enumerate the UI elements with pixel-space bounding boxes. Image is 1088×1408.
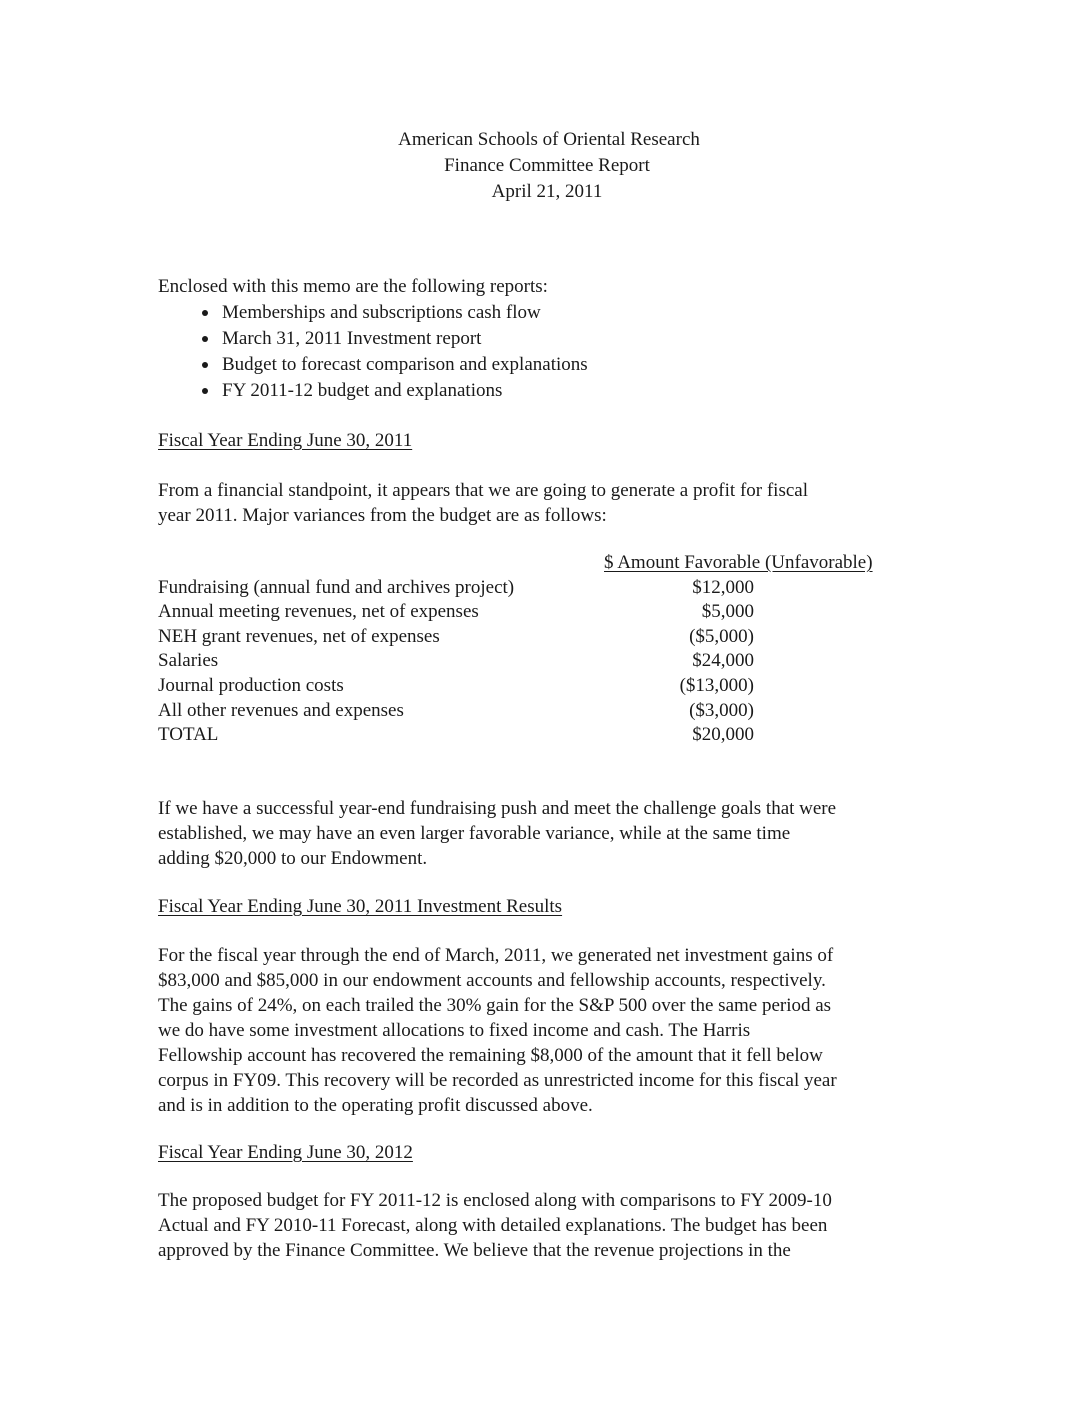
- bullet-icon: [202, 362, 208, 368]
- section-paragraph-fy2012: [158, 1188, 938, 1263]
- bullet-icon: [202, 388, 208, 394]
- bullet-icon: [202, 310, 208, 316]
- section-heading-fy2011: Fiscal Year Ending June 30, 2011: [158, 430, 413, 451]
- section-paragraph-fy2011: [158, 478, 918, 528]
- list-item-text: Memberships and subscriptions cash flow: [222, 302, 541, 323]
- fundraising-paragraph: [158, 796, 938, 871]
- paragraph-line: From a financial standpoint, it appears that we are going to generate a profit for fiscal: [158, 480, 808, 501]
- intro-lead: Enclosed with this memo are the following reports:: [158, 276, 548, 297]
- variance-label: Salaries: [158, 650, 219, 672]
- report-date: April 21, 2011: [491, 181, 603, 202]
- list-item-text: FY 2011-12 budget and explanations: [222, 380, 503, 401]
- list-item: [158, 378, 938, 404]
- list-item: [158, 352, 938, 378]
- variance-label: All other revenues and expenses: [158, 699, 404, 721]
- paragraph-line: The gains of 24%, on each trailed the 30% gain for the S&P 500 over the same period as: [158, 995, 832, 1016]
- paragraph-line: adding $20,000 to our Endowment.: [158, 848, 428, 869]
- table-row: [158, 649, 918, 674]
- section-heading-fy2012: Fiscal Year Ending June 30, 2012: [158, 1142, 413, 1163]
- variance-amount: ($5,000): [689, 625, 754, 647]
- paragraph-line: approved by the Finance Committee. We believe that the revenue projections in the: [158, 1240, 791, 1261]
- table-row: [158, 625, 918, 650]
- variance-table: [158, 551, 918, 748]
- paragraph-line: we do have some investment allocations to fixed income and cash. The Harris: [158, 1020, 751, 1041]
- amount-column-header: $ Amount Favorable (Unfavorable): [604, 552, 873, 573]
- report-header: [0, 127, 1088, 205]
- table-row: [158, 576, 918, 601]
- variance-label: Annual meeting revenues, net of expenses: [158, 601, 479, 623]
- paragraph-line: year 2011. Major variances from the budget are as follows:: [158, 505, 607, 526]
- bullet-icon: [202, 336, 208, 342]
- intro-section: [158, 274, 938, 404]
- table-row: [158, 674, 918, 699]
- paragraph-line: $83,000 and $85,000 in our endowment accounts and fellowship accounts, respectively.: [158, 970, 826, 991]
- organization-name: American Schools of Oriental Research: [398, 129, 700, 150]
- variance-amount: $5,000: [701, 601, 754, 623]
- variance-amount: ($13,000): [679, 674, 754, 696]
- paragraph-line: and is in addition to the operating profit discussed above.: [158, 1095, 593, 1116]
- variance-amount: ($3,000): [689, 699, 754, 721]
- list-item: [158, 300, 938, 326]
- section-heading-investment-results: Fiscal Year Ending June 30, 2011 Investment Results: [158, 896, 563, 917]
- variance-total-amount: $20,000: [692, 724, 754, 746]
- paragraph-line: corpus in FY09. This recovery will be recorded as unrestricted income for this fiscal year: [158, 1070, 837, 1091]
- variance-label: Journal production costs: [158, 674, 344, 696]
- paragraph-line: established, we may have an even larger favorable variance, while at the same time: [158, 823, 791, 844]
- variance-label: NEH grant revenues, net of expenses: [158, 625, 440, 647]
- paragraph-line: Fellowship account has recovered the remaining $8,000 of the amount that it fell below: [158, 1045, 823, 1066]
- table-total-row: [158, 723, 918, 748]
- list-item-text: Budget to forecast comparison and explanations: [222, 354, 588, 375]
- variance-total-label: TOTAL: [158, 724, 219, 746]
- paragraph-line: Actual and FY 2010-11 Forecast, along with detailed explanations. The budget has been: [158, 1215, 828, 1236]
- paragraph-line: For the fiscal year through the end of March, 2011, we generated net investment gains of: [158, 945, 834, 966]
- paragraph-line: The proposed budget for FY 2011-12 is enclosed along with comparisons to FY 2009-10: [158, 1190, 832, 1211]
- report-title: Finance Committee Report: [444, 155, 650, 176]
- table-row: [158, 699, 918, 724]
- variance-amount: $12,000: [692, 576, 754, 598]
- list-item: [158, 326, 938, 352]
- list-item-text: March 31, 2011 Investment report: [222, 328, 482, 349]
- variance-amount: $24,000: [692, 650, 754, 672]
- table-row: [158, 600, 918, 625]
- paragraph-line: If we have a successful year-end fundraising push and meet the challenge goals that were: [158, 798, 837, 819]
- section-paragraph-investment-results: [158, 943, 938, 1118]
- enclosed-reports-list: [158, 300, 938, 404]
- table-header-row: [158, 551, 918, 576]
- variance-label: Fundraising (annual fund and archives project): [158, 576, 515, 598]
